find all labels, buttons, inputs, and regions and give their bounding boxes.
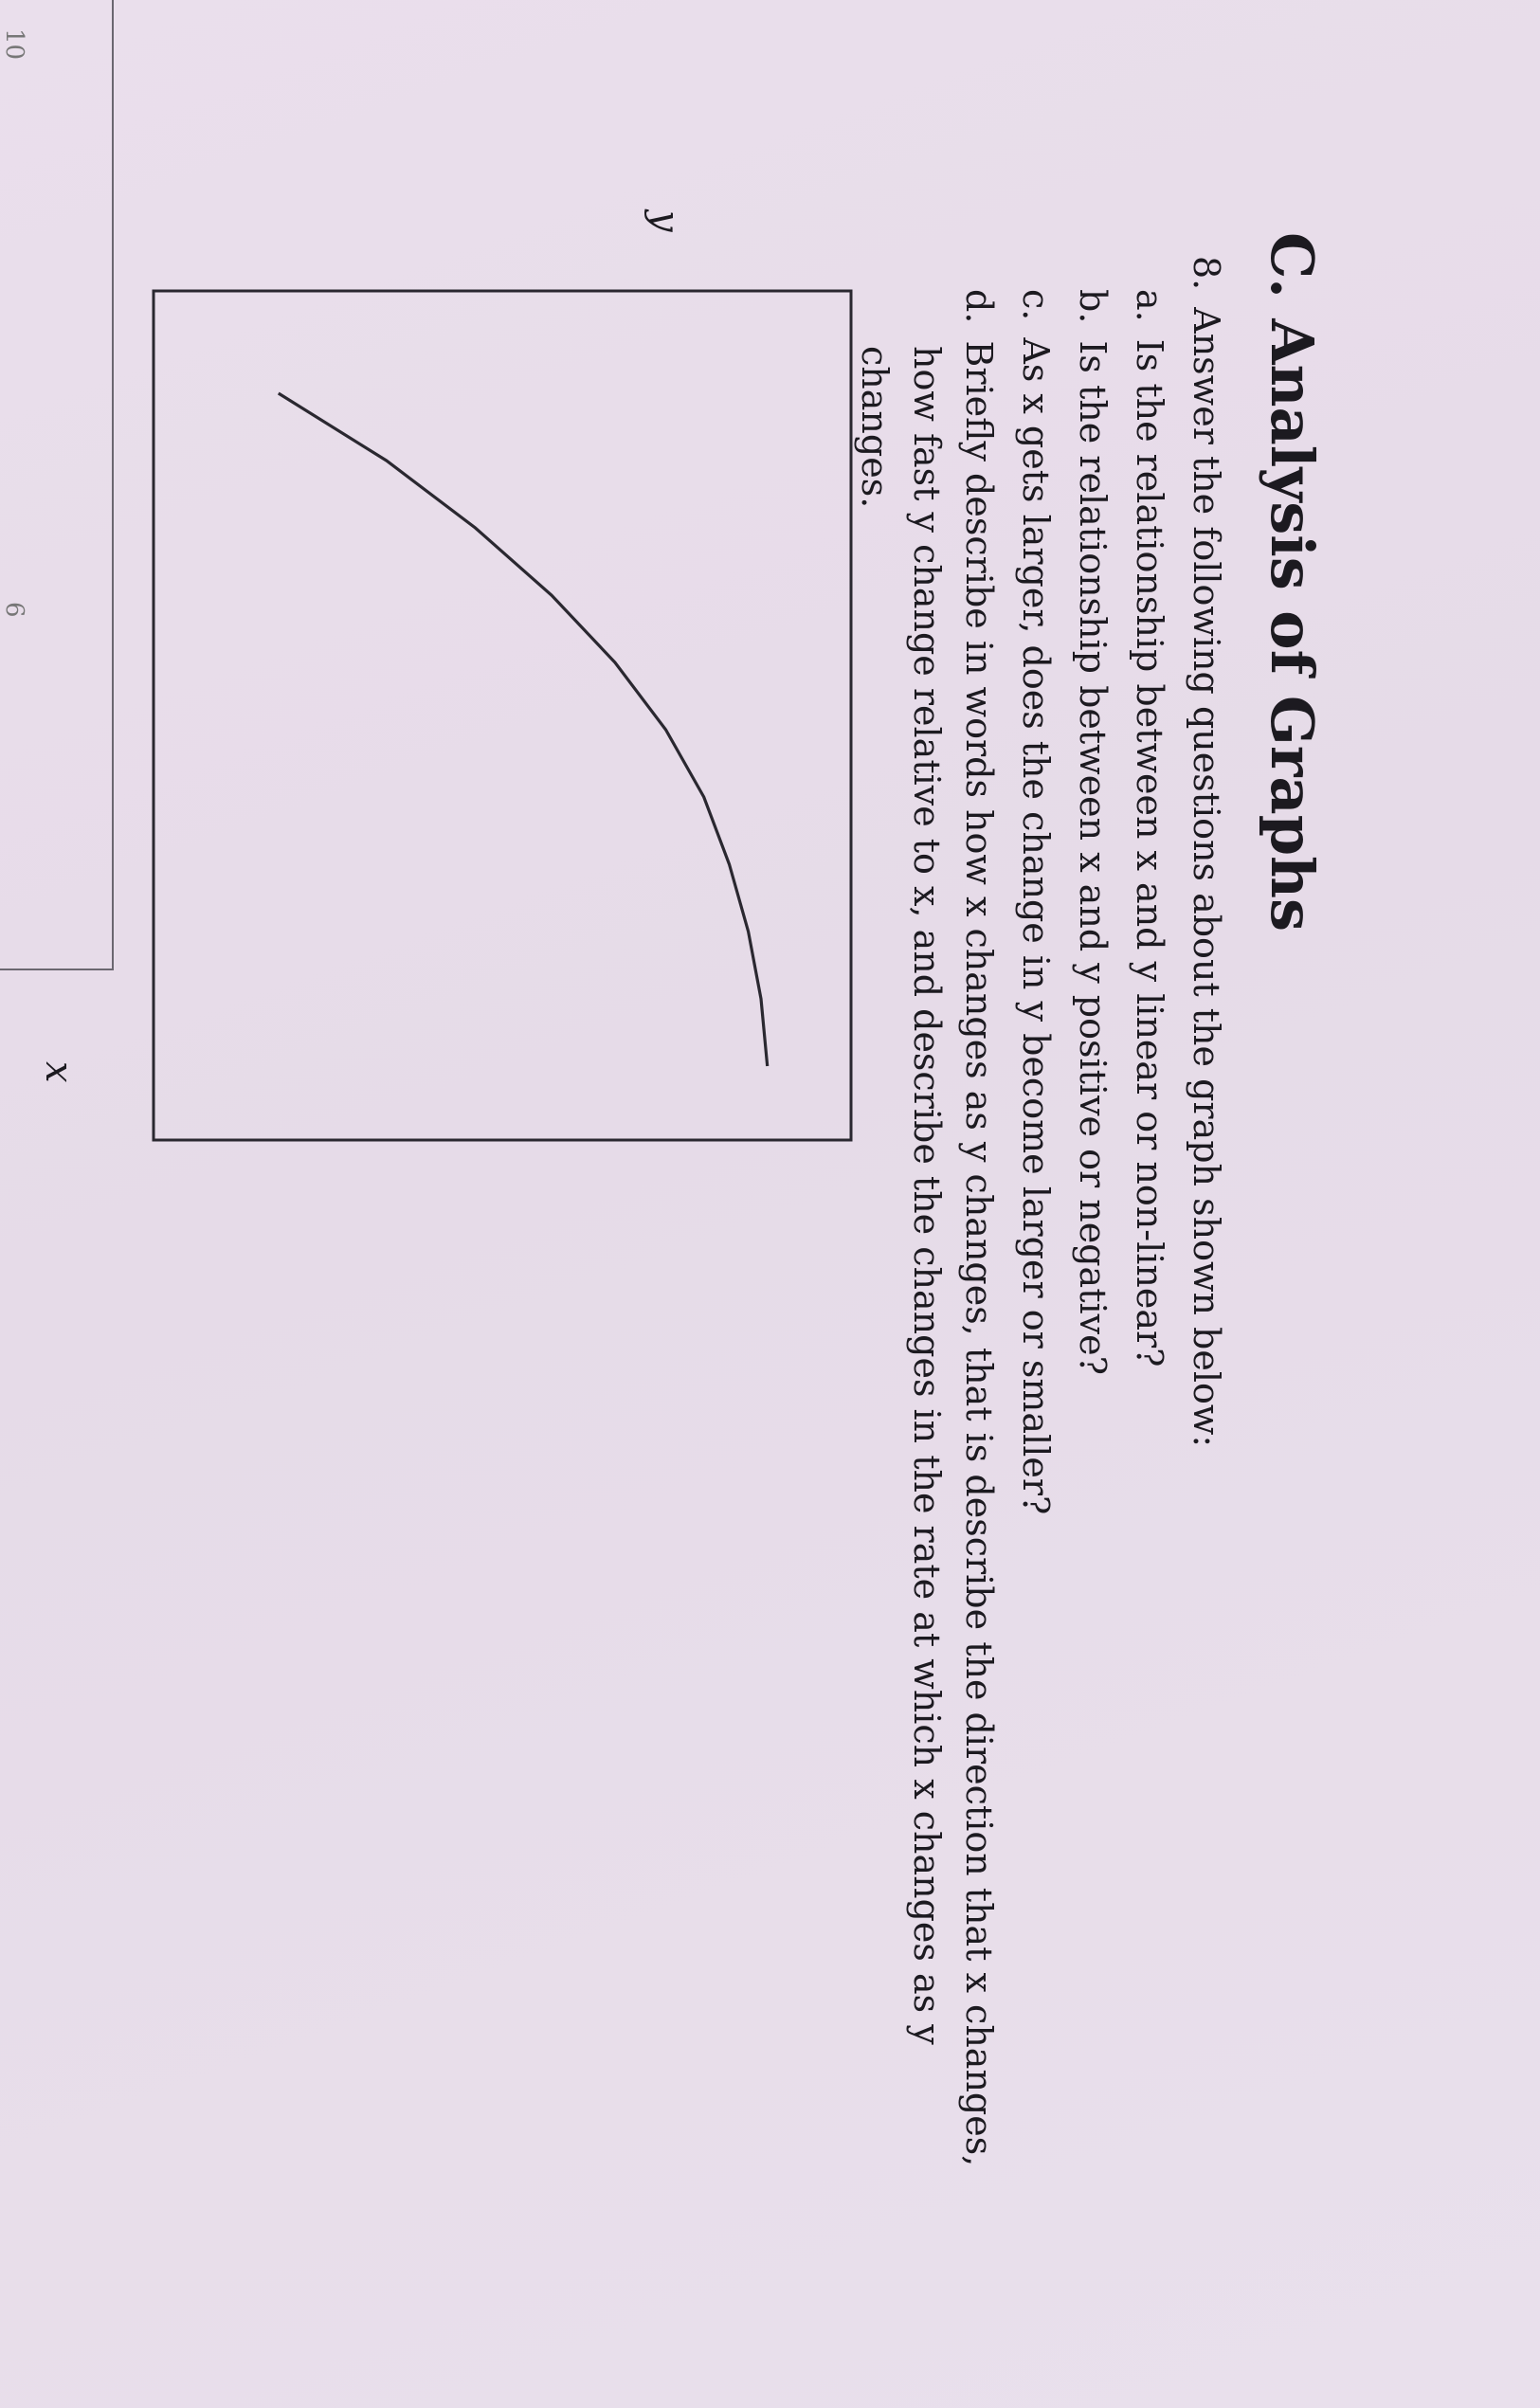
part-c-text: As x gets larger, does the change in y become larger or smaller? bbox=[1015, 337, 1057, 1515]
part-d-label: d. bbox=[958, 289, 1000, 324]
part-d-line-3: changes. bbox=[854, 346, 896, 509]
y-axis-label: y bbox=[643, 210, 687, 232]
section-heading: C. Analysis of Graphs bbox=[1258, 232, 1327, 932]
part-a bbox=[1129, 289, 1170, 1367]
data-curve bbox=[279, 393, 768, 1066]
graph bbox=[152, 289, 853, 1142]
part-d-text: Briefly describe in words how x changes as y changes, that is describe the direction that x changes, bbox=[958, 340, 1000, 2167]
part-c-label: c. bbox=[1015, 289, 1057, 321]
page-mark-top-mid: 6 bbox=[0, 602, 28, 618]
part-c bbox=[1015, 289, 1057, 1514]
page-mark-top-left: 10 bbox=[0, 28, 28, 61]
part-d-line-2: how fast y change relative to x, and describe the changes in the rate at which x changes as y bbox=[906, 346, 948, 2045]
part-b bbox=[1072, 289, 1114, 1375]
question-prompt: Answer the following questions about the graph shown below: bbox=[1186, 307, 1227, 1448]
part-a-text: Is the relationship between x and y linear or non-linear? bbox=[1129, 338, 1170, 1367]
question-8 bbox=[1186, 256, 1227, 1447]
x-axis-label: x bbox=[37, 1061, 81, 1083]
part-b-text: Is the relationship between x and y positive or negative? bbox=[1072, 340, 1114, 1375]
part-a-label: a. bbox=[1129, 289, 1170, 322]
question-number: 8. bbox=[1186, 256, 1227, 291]
part-b-label: b. bbox=[1072, 289, 1114, 324]
graph-frame bbox=[154, 291, 851, 1140]
part-d bbox=[958, 289, 1000, 2166]
page-edge-box bbox=[0, 0, 114, 970]
